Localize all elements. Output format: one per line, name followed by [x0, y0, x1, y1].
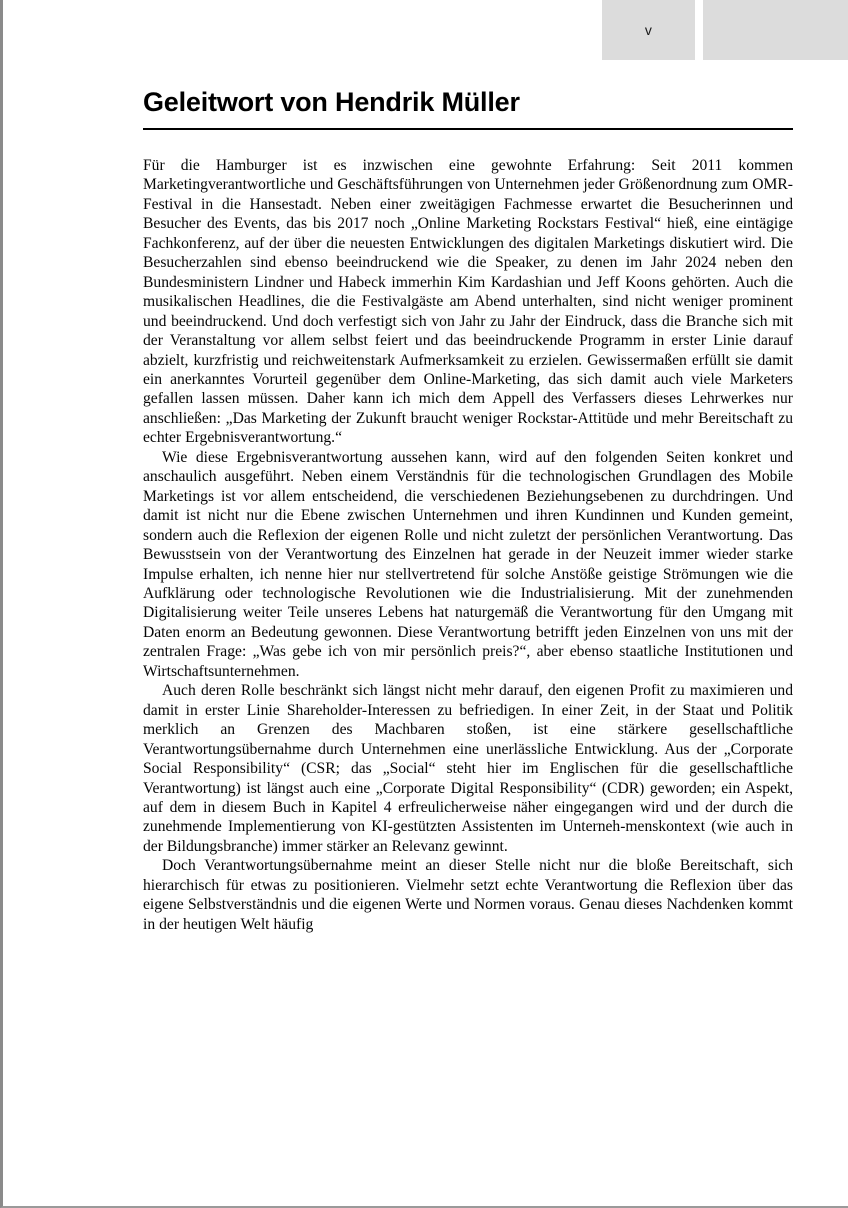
title-divider	[143, 128, 793, 130]
page-title: Geleitwort von Hendrik Müller	[143, 87, 520, 117]
running-header	[3, 0, 848, 60]
body-paragraph-1: Für die Hamburger ist es inzwischen eine gewohnte Erfahrung: Seit 2011 kommen Marketingverantwortliche und Geschäftsführungen von Unternehmen jeder Größenordnung zum OMR-Festival in die Hansestadt. Neben einer zweitägigen Fachmesse erwartet die Besucherinnen und Besucher des Events, das bis 2017 noch „Online Marketing Rockstars Festival“ hieß, eine eintägige Fachkonferenz, auf der über die neuesten Entwicklungen des digitalen Marketings diskutiert wird. Die Besucherzahlen sind ebenso beeindruckend wie die Speaker, zu denen im Jahr 2024 neben den Bundesministern Lindner und Habeck immerhin Kim Kardashian und Jeff Koons gehörten. Auch die musikalischen Headlines, die die Festivalgäste am Abend unterhalten, sind nicht weniger prominent und beeindruckend. Und doch verfestigt sich von Jahr zu Jahr der Eindruck, dass die Branche sich mit der Veranstaltung vor allem selbst feiert und das beeindruckende Programm in erster Linie darauf abzielt, kurzfristig und reichweitenstark Aufmerksamkeit zu erzielen. Gewissermaßen erfüllt sie damit ein anerkanntes Vorurteil gegenüber dem Online-Marketing, das sich damit auch viele Marketers gefallen lassen müssen. Daher kann ich mich dem Appell des Verfassers dieses Lehrwerkes nur anschließen: „Das Marketing der Zukunft braucht weniger Rockstar-Attitüde und mehr Bereitschaft zu echter Ergebnisverantwortung.“	[143, 157, 793, 447]
body-paragraph-3: Auch deren Rolle beschränkt sich längst nicht mehr darauf, den eigenen Profit zu maximieren und damit in erster Linie Shareholder-Interessen zu befriedigen. In einer Zeit, in der Staat und Politik merklich an Grenzen des Machbaren stoßen, ist eine stärkere gesellschaftliche Verantwortungsübernahme durch Unternehmen eine unerlässliche Entwicklung. Aus der „Corporate Social Responsibility“ (CSR; das „Social“ steht hier im Englischen für die gesellschaftliche Verantwortung) ist längst auch eine „Corporate Digital Responsibility“ (CDR) geworden; ein Aspekt, auf dem in diesem Buch in Kapitel 4 erfreulicherweise näher eingegangen wird und der durch die zunehmende Implementierung von KI-gestützten Assistenten im Unterneh-menskontext (wie auch in der Bildungsbranche) immer stärker an Relevanz gewinnt.	[143, 682, 793, 855]
page-content	[143, 86, 793, 934]
page-number: v	[644, 22, 653, 38]
body-paragraph-2: Wie diese Ergebnisverantwortung aussehen kann, wird auf den folgenden Seiten konkret und anschaulich ausgeführt. Neben einem Verständnis für die technologischen Grundlagen des Mobile Marketings ist vor allem entscheidend, die verschiedenen Beziehungsebenen zu durchdringen. Und damit ist nicht nur die Ebene zwischen Unternehmen und ihren Kundinnen und Kunden gemeint, sondern auch die Reflexion der eigenen Rolle und nicht zuletzt der persönlichen Verantwortung. Das Bewusstsein von der Verantwortung des Einzelnen hat gerade in der Neuzeit immer wieder starke Impulse erhalten, ich nenne hier nur stellvertretend für solche Anstöße geistige Strömungen wie die Aufklärung oder technologische Revolutionen wie die Industrialisierung. Mit der zunehmenden Digitalisierung weiter Teile unseres Lebens hat naturgemäß die Verantwortung für den Umgang mit Daten enorm an Bedeutung gewonnen. Diese Verantwortung betrifft jeden Einzelnen von uns mit der zentralen Frage: „Was gebe ich von mir persönlich preis?“, aber ebenso staatliche Institutionen und Wirtschaftsunternehmen.	[143, 448, 793, 680]
body-paragraph-4: Doch Verantwortungsübernahme meint an dieser Stelle nicht nur die bloße Bereitschaft, sich hierarchisch für etwas zu positionieren. Vielmehr setzt echte Verantwortung die Reflexion über das eigene Selbstverständnis und die eigenen Werte und Normen voraus. Genau dieses Nachdenken kommt in der heutigen Welt häufig	[143, 857, 793, 933]
header-right-block	[703, 0, 848, 60]
header-page-number-block	[602, 0, 695, 60]
